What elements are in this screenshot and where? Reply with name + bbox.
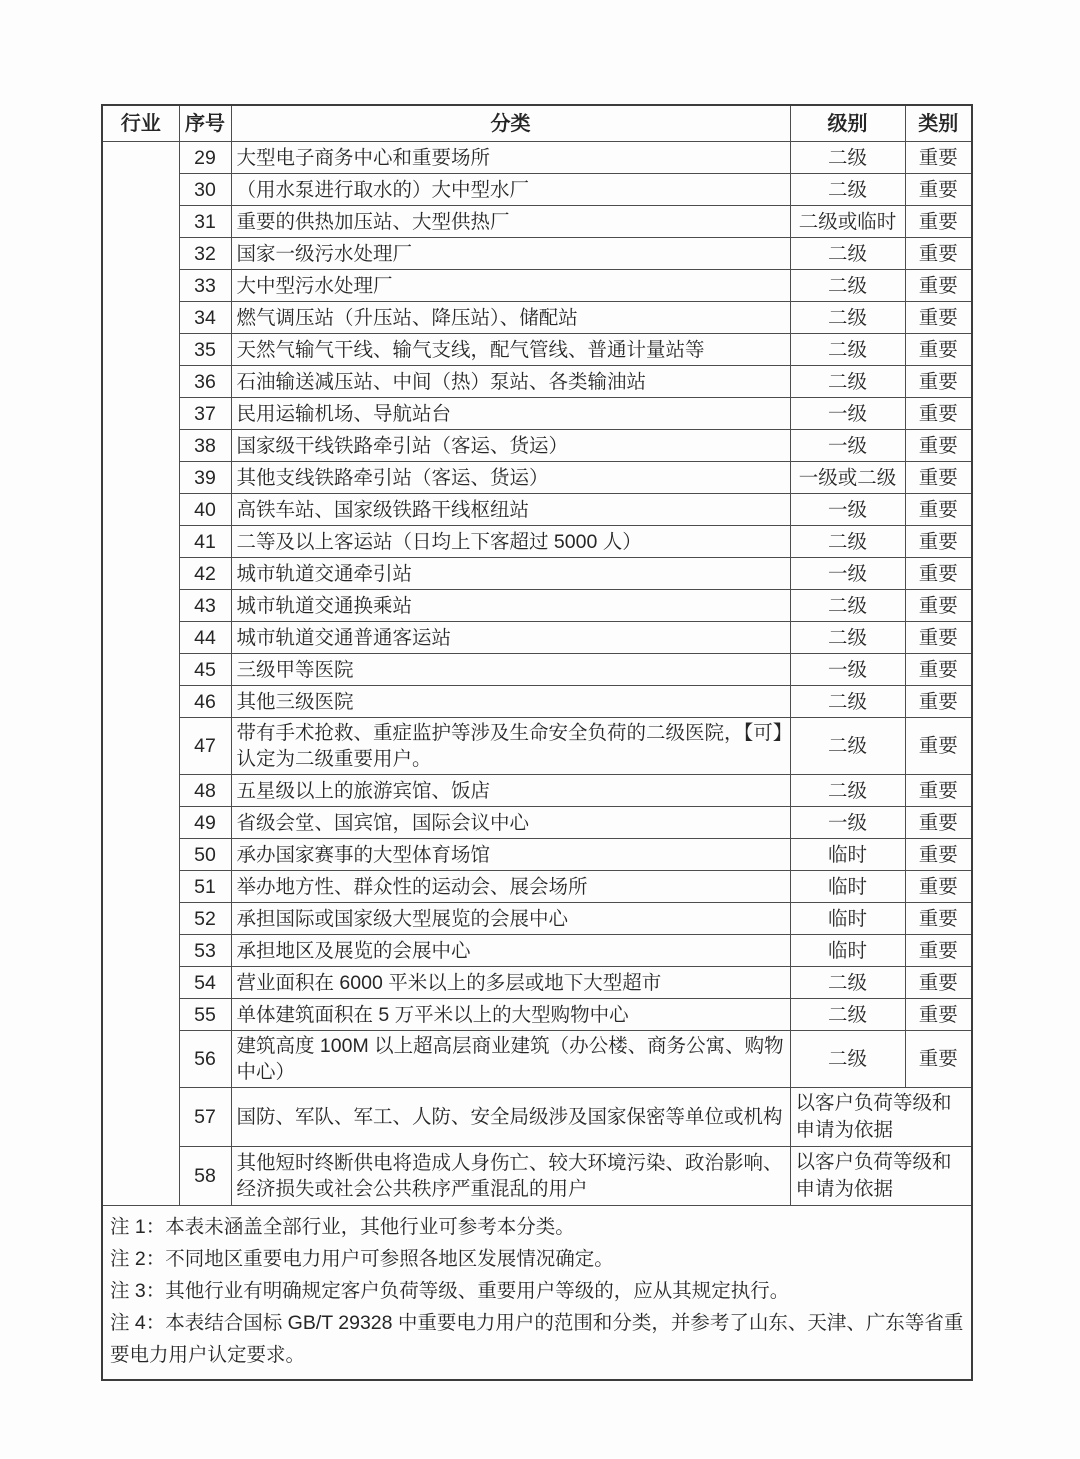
classification-cell: 高铁车站、国家级铁路干线枢纽站 xyxy=(231,494,790,526)
row-number-cell: 46 xyxy=(179,686,231,718)
classification-cell: 带有手术抢救、重症监护等涉及生命安全负荷的二级医院，【可】认定为二级重要用户。 xyxy=(231,718,790,775)
table-row xyxy=(102,302,972,334)
level-category-merged-cell: 以客户负荷等级和申请为依据 xyxy=(790,1147,972,1206)
note-line-1: 注 1：本表未涵盖全部行业，其他行业可参考本分类。 xyxy=(110,1216,575,1238)
level-category-merged-cell: 以客户负荷等级和申请为依据 xyxy=(790,1088,972,1147)
row-number-cell: 51 xyxy=(179,871,231,903)
note-line-3: 注 3：其他行业有明确规定客户负荷等级、重要用户等级的，应从其规定执行。 xyxy=(110,1280,790,1302)
classification-cell: 省级会堂、国宾馆，国际会议中心 xyxy=(231,807,790,839)
level-cell: 二级 xyxy=(790,526,905,558)
table-row xyxy=(102,590,972,622)
table-row xyxy=(102,398,972,430)
classification-cell: 承担地区及展览的会展中心 xyxy=(231,935,790,967)
level-cell: 一级 xyxy=(790,558,905,590)
row-number-cell: 54 xyxy=(179,967,231,999)
level-cell: 二级 xyxy=(790,238,905,270)
table-row xyxy=(102,462,972,494)
category-cell: 重要 xyxy=(905,999,972,1031)
level-cell: 二级 xyxy=(790,590,905,622)
level-cell: 二级 xyxy=(790,775,905,807)
category-cell: 重要 xyxy=(905,494,972,526)
level-cell: 临时 xyxy=(790,839,905,871)
classification-cell: 国家级干线铁路牵引站（客运、货运） xyxy=(231,430,790,462)
classification-cell: 燃气调压站（升压站、降压站）、储配站 xyxy=(231,302,790,334)
classification-cell: 承办国家赛事的大型体育场馆 xyxy=(231,839,790,871)
row-number-cell: 49 xyxy=(179,807,231,839)
row-number-cell: 38 xyxy=(179,430,231,462)
table-row xyxy=(102,270,972,302)
category-cell: 重要 xyxy=(905,270,972,302)
table-row xyxy=(102,526,972,558)
table-body xyxy=(102,142,972,1206)
level-cell: 二级或临时 xyxy=(790,206,905,238)
level-cell: 二级 xyxy=(790,366,905,398)
note-line-2: 注 2：不同地区重要电力用户可参照各地区发展情况确定。 xyxy=(110,1248,614,1270)
notes-cell xyxy=(102,1206,972,1381)
table-row xyxy=(102,654,972,686)
column-header-number: 序号 xyxy=(179,105,231,142)
classification-cell: （用水泵进行取水的）大中型水厂 xyxy=(231,174,790,206)
level-cell: 二级 xyxy=(790,622,905,654)
row-number-cell: 36 xyxy=(179,366,231,398)
level-cell: 一级 xyxy=(790,807,905,839)
table-row xyxy=(102,935,972,967)
table-row xyxy=(102,999,972,1031)
row-number-cell: 35 xyxy=(179,334,231,366)
row-number-cell: 33 xyxy=(179,270,231,302)
table-row xyxy=(102,622,972,654)
row-number-cell: 57 xyxy=(179,1088,231,1147)
table-row xyxy=(102,334,972,366)
notes-row xyxy=(102,1206,972,1381)
table-row xyxy=(102,686,972,718)
note-line-4: 注 4：本表结合国标 GB/T 29328 中重要电力用户的范围和分类，并参考了山东、天津、广东等省重要电力用户认定要求。 xyxy=(110,1312,964,1366)
level-cell: 一级 xyxy=(790,398,905,430)
row-number-cell: 53 xyxy=(179,935,231,967)
table-row xyxy=(102,238,972,270)
table-row xyxy=(102,839,972,871)
level-cell: 临时 xyxy=(790,871,905,903)
category-cell: 重要 xyxy=(905,935,972,967)
row-number-cell: 40 xyxy=(179,494,231,526)
classification-cell: 五星级以上的旅游宾馆、饭店 xyxy=(231,775,790,807)
level-cell: 二级 xyxy=(790,270,905,302)
category-cell: 重要 xyxy=(905,654,972,686)
row-number-cell: 44 xyxy=(179,622,231,654)
classification-cell: 大型电子商务中心和重要场所 xyxy=(231,142,790,174)
table-row xyxy=(102,967,972,999)
category-cell: 重要 xyxy=(905,807,972,839)
table-header xyxy=(102,105,972,142)
category-cell: 重要 xyxy=(905,526,972,558)
row-number-cell: 31 xyxy=(179,206,231,238)
table-row xyxy=(102,718,972,775)
table-row xyxy=(102,903,972,935)
row-number-cell: 45 xyxy=(179,654,231,686)
level-cell: 二级 xyxy=(790,999,905,1031)
row-number-cell: 32 xyxy=(179,238,231,270)
level-cell: 二级 xyxy=(790,686,905,718)
classification-cell: 城市轨道交通普通客运站 xyxy=(231,622,790,654)
category-cell: 重要 xyxy=(905,430,972,462)
classification-cell: 二等及以上客运站（日均上下客超过 5000 人） xyxy=(231,526,790,558)
table-row xyxy=(102,142,972,174)
row-number-cell: 47 xyxy=(179,718,231,775)
category-cell: 重要 xyxy=(905,462,972,494)
row-number-cell: 29 xyxy=(179,142,231,174)
level-cell: 一级 xyxy=(790,654,905,686)
classification-cell: 大中型污水处理厂 xyxy=(231,270,790,302)
level-cell: 二级 xyxy=(790,174,905,206)
table-row xyxy=(102,871,972,903)
row-number-cell: 58 xyxy=(179,1147,231,1206)
row-number-cell: 43 xyxy=(179,590,231,622)
column-header-category: 类别 xyxy=(905,105,972,142)
level-cell: 临时 xyxy=(790,935,905,967)
category-cell: 重要 xyxy=(905,967,972,999)
classification-cell: 城市轨道交通牵引站 xyxy=(231,558,790,590)
category-cell: 重要 xyxy=(905,558,972,590)
level-cell: 二级 xyxy=(790,334,905,366)
level-cell: 一级或二级 xyxy=(790,462,905,494)
category-cell: 重要 xyxy=(905,775,972,807)
row-number-cell: 42 xyxy=(179,558,231,590)
category-cell: 重要 xyxy=(905,398,972,430)
classification-cell: 三级甲等医院 xyxy=(231,654,790,686)
category-cell: 重要 xyxy=(905,686,972,718)
level-cell: 临时 xyxy=(790,903,905,935)
important-power-users-table xyxy=(101,104,973,1381)
row-number-cell: 34 xyxy=(179,302,231,334)
table-row xyxy=(102,494,972,526)
category-cell: 重要 xyxy=(905,871,972,903)
column-header-industry: 行业 xyxy=(102,105,179,142)
level-cell: 二级 xyxy=(790,1031,905,1088)
column-header-classification: 分类 xyxy=(231,105,790,142)
row-number-cell: 56 xyxy=(179,1031,231,1088)
level-cell: 二级 xyxy=(790,718,905,775)
table-notes xyxy=(102,1206,972,1381)
category-cell: 重要 xyxy=(905,903,972,935)
table-row xyxy=(102,1088,972,1147)
classification-cell: 国防、军队、军工、人防、安全局级涉及国家保密等单位或机构 xyxy=(231,1088,790,1147)
row-number-cell: 39 xyxy=(179,462,231,494)
classification-cell: 营业面积在 6000 平米以上的多层或地下大型超市 xyxy=(231,967,790,999)
classification-cell: 其他三级医院 xyxy=(231,686,790,718)
table-row xyxy=(102,206,972,238)
classification-cell: 单体建筑面积在 5 万平米以上的大型购物中心 xyxy=(231,999,790,1031)
classification-cell: 石油输送减压站、中间（热）泵站、各类输油站 xyxy=(231,366,790,398)
level-cell: 二级 xyxy=(790,142,905,174)
header-row xyxy=(102,105,972,142)
classification-cell: 举办地方性、群众性的运动会、展会场所 xyxy=(231,871,790,903)
category-cell: 重要 xyxy=(905,839,972,871)
category-cell: 重要 xyxy=(905,622,972,654)
industry-cell xyxy=(102,142,179,1206)
classification-cell: 建筑高度 100M 以上超高层商业建筑（办公楼、商务公寓、购物中心） xyxy=(231,1031,790,1088)
row-number-cell: 37 xyxy=(179,398,231,430)
classification-cell: 天然气输气干线、输气支线，配气管线、普通计量站等 xyxy=(231,334,790,366)
level-cell: 二级 xyxy=(790,967,905,999)
classification-cell: 民用运输机场、导航站台 xyxy=(231,398,790,430)
column-header-level: 级别 xyxy=(790,105,905,142)
table-row xyxy=(102,1031,972,1088)
table-row xyxy=(102,807,972,839)
row-number-cell: 50 xyxy=(179,839,231,871)
level-cell: 二级 xyxy=(790,302,905,334)
row-number-cell: 55 xyxy=(179,999,231,1031)
category-cell: 重要 xyxy=(905,174,972,206)
classification-cell: 城市轨道交通换乘站 xyxy=(231,590,790,622)
classification-cell: 其他短时终断供电将造成人身伤亡、较大环境污染、政治影响、经济损失或社会公共秩序严重混乱的用户 xyxy=(231,1147,790,1206)
category-cell: 重要 xyxy=(905,718,972,775)
category-cell: 重要 xyxy=(905,590,972,622)
table-row xyxy=(102,775,972,807)
level-cell: 一级 xyxy=(790,494,905,526)
classification-cell: 其他支线铁路牵引站（客运、货运） xyxy=(231,462,790,494)
category-cell: 重要 xyxy=(905,302,972,334)
category-cell: 重要 xyxy=(905,142,972,174)
category-cell: 重要 xyxy=(905,334,972,366)
table-row xyxy=(102,430,972,462)
level-cell: 一级 xyxy=(790,430,905,462)
category-cell: 重要 xyxy=(905,238,972,270)
table-row xyxy=(102,558,972,590)
category-cell: 重要 xyxy=(905,366,972,398)
table-row xyxy=(102,366,972,398)
row-number-cell: 52 xyxy=(179,903,231,935)
table-row xyxy=(102,174,972,206)
row-number-cell: 30 xyxy=(179,174,231,206)
row-number-cell: 48 xyxy=(179,775,231,807)
table-row xyxy=(102,1147,972,1206)
row-number-cell: 41 xyxy=(179,526,231,558)
category-cell: 重要 xyxy=(905,206,972,238)
classification-cell: 重要的供热加压站、大型供热厂 xyxy=(231,206,790,238)
category-cell: 重要 xyxy=(905,1031,972,1088)
classification-cell: 国家一级污水处理厂 xyxy=(231,238,790,270)
classification-cell: 承担国际或国家级大型展览的会展中心 xyxy=(231,903,790,935)
